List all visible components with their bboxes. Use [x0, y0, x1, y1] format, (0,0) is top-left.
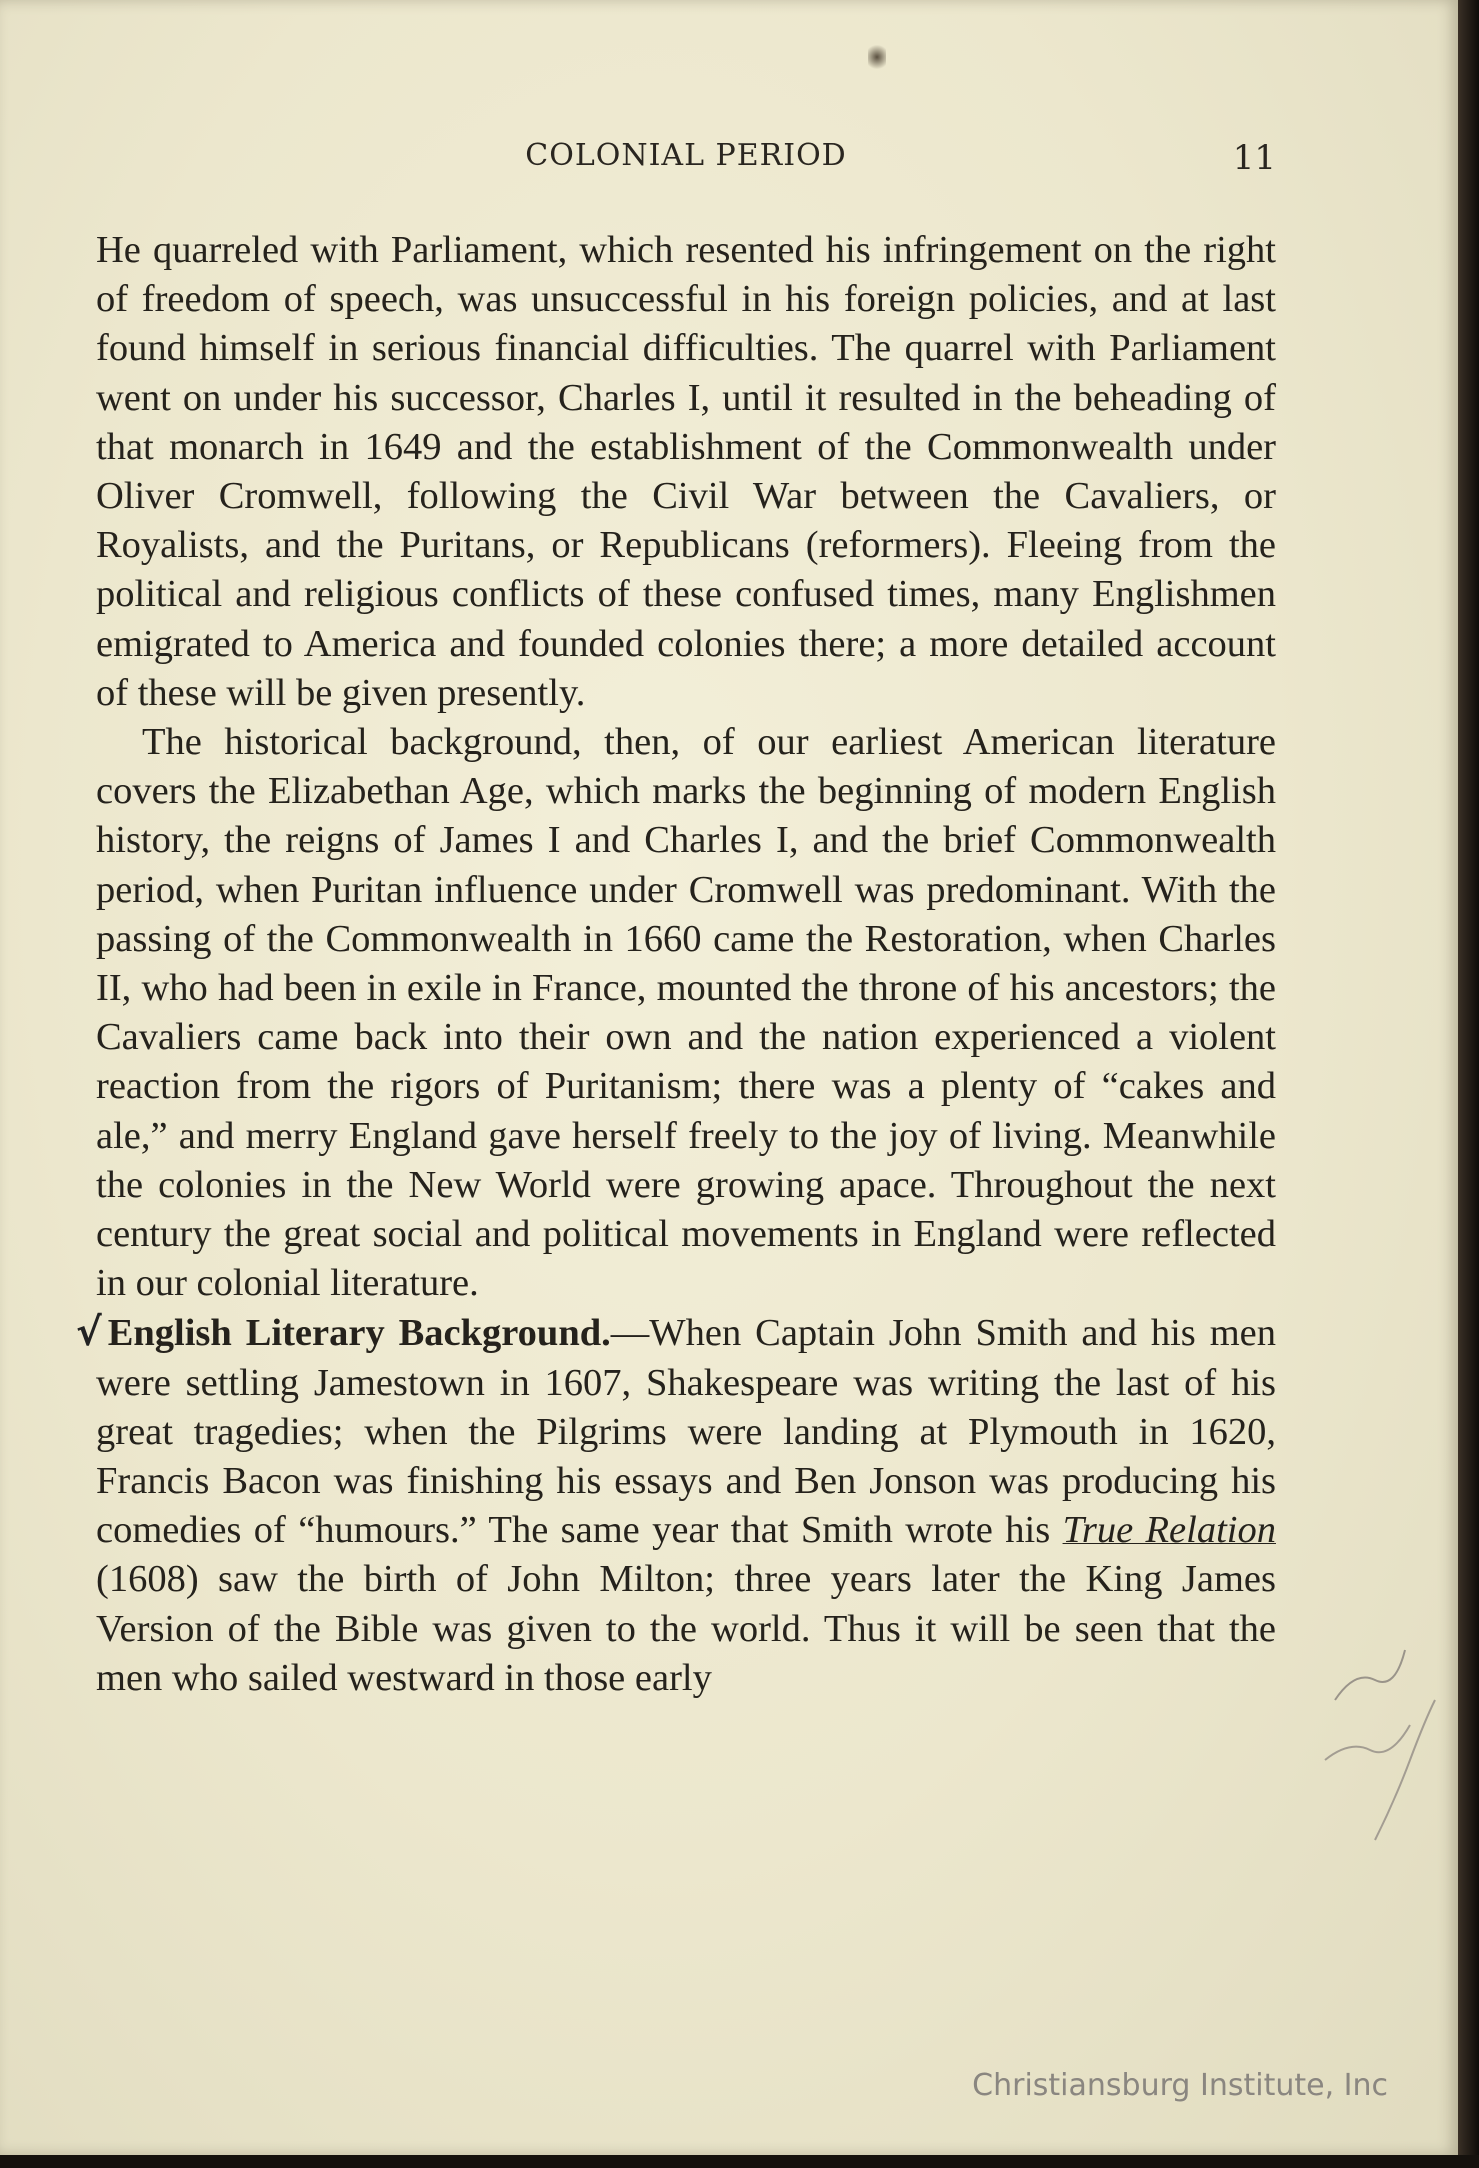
paragraph-3	[76, 1308, 1276, 1703]
paragraph-2: The historical background, then, of our earliest American literature covers the Elizabethan Age, which marks the beginning of modern English history, the reigns of James I and Charles I, and the brief Commonwealth period, when Puritan influence under Cromwell was predominant. With the passing of the Commonwealth in 1660 came the Restoration, when Charles II, who had been in exile in France, mounted the throne of his ancestors; the Cavaliers came back into their own and the nation experienced a violent reaction from the rigors of Puritanism; there was a plenty of “cakes and ale,” and merry England gave herself freely to the joy of living. Meanwhile the colonies in the New World were growing apace. Throughout the next century the great social and political movements in England were reflected in our colonial literature.	[96, 721, 1276, 1305]
margin-pencil-notes	[1315, 1640, 1445, 1880]
page-number: 11	[1232, 138, 1276, 178]
watermark: Christiansburg Institute, Inc	[972, 2068, 1388, 2103]
paragraph-1: He quarreled with Parliament, which resented his infringement on the right of freedom of speech, was unsuccessful in his foreign policies, and at last found himself in serious financial difficulties. The quarrel with Parliament went on under his successor, Charles I, until it resulted in the beheading of that monarch in 1649 and the establishment of the Commonwealth under Oliver Cromwell, following the Civil War between the Cavaliers, or Royalists, and the Puritans, or Republicans (reformers). Fleeing from the political and religious conflicts of these confused times, many Englishmen emigrated to America and founded colonies there; a more detailed account of these will be given presently.	[96, 229, 1276, 714]
running-head: COLONIAL PERIOD	[525, 138, 847, 173]
paragraph-3-text-a: —When Captain John Smith and his men were settling Jamestown in 1607, Shakespeare was writing the last of his great tragedies; when the Pilgrims were landing at Plymouth in 1620, Francis Bacon was finishing his essays and Ben Jonson was producing his comedies of “humours.” The same year that Smith wrote his	[96, 1312, 1276, 1552]
page-header	[96, 138, 1276, 178]
handwritten-check-mark: √	[76, 1310, 102, 1356]
book-edge	[1458, 0, 1479, 2168]
book-title-reference: True Relation	[1062, 1509, 1276, 1552]
body-text	[76, 226, 1276, 1703]
book-bottom-edge	[0, 2155, 1479, 2168]
paragraph-3-text-b: (1608) saw the birth of John Milton; three years later the King James Version of the Bible was given to the world. Thus it will be seen that the men who sailed westward in those early	[96, 1558, 1276, 1699]
section-heading: English Literary Background.	[107, 1312, 611, 1355]
ink-smudge	[868, 42, 886, 72]
